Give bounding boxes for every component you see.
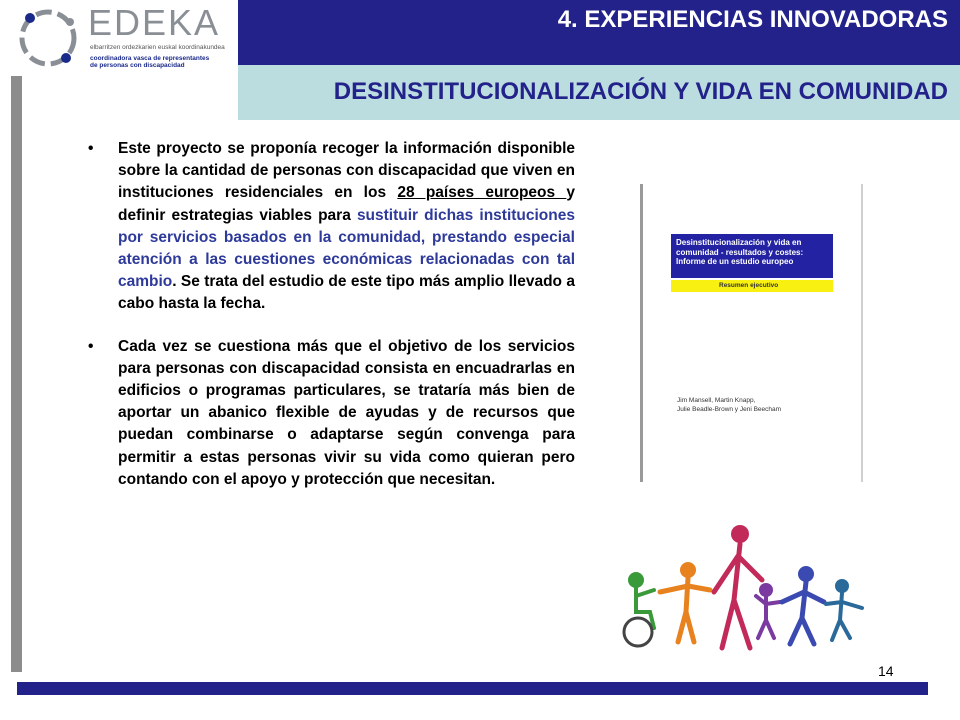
- bullet-1-highlight: sustituir dichas instituciones por servicios basados en la comunidad, prestando especial atención a las cuestiones económicas relacionadas con tal cambio: [118, 206, 575, 291]
- report-section-label: Resumen ejecutivo: [671, 280, 833, 292]
- wheelchair-person-icon: [624, 572, 654, 646]
- pink-adult-icon: [714, 525, 762, 648]
- bullet-text-1: [118, 138, 575, 316]
- slide-subtitle: DESINSTITUCIONALIZACIÓN Y VIDA EN COMUNIDAD: [333, 78, 948, 105]
- bullet-text-2: Cada vez se cuestiona más que el objetivo de los servicios para personas con discapacidad consista en encuadrarlas en edificios o programas particulares, se trataría más bien de aportar un abanico flexible de ayudas y de recursos que puedan combinarse o adaptarse según convenga para permitir a estas personas vivir su vida como quieran pero contando con el apoyo y protección que necesitan.: [118, 337, 575, 488]
- page-number: 14: [878, 663, 894, 679]
- orange-child-icon: [660, 562, 710, 642]
- family-illustration: [610, 520, 880, 670]
- left-decorative-bar: [11, 76, 22, 672]
- report-cover-image: [640, 184, 863, 482]
- purple-child-icon: [756, 583, 780, 638]
- report-authors-line2: Julie Beadle-Brown y Jeni Beecham: [677, 406, 782, 413]
- report-authors-line1: Jim Mansell, Martin Knapp,: [677, 397, 756, 404]
- bullet-1-part2: y definir estrategias viables para: [118, 184, 575, 224]
- footer-bar: [17, 682, 928, 695]
- bullet-item-2: [88, 336, 575, 491]
- report-title: Desinstitucionalización y vida en comunidad - resultados y costes: Informe de un estudio europeo: [671, 234, 833, 278]
- teal-child-icon: [826, 579, 862, 640]
- bullet-1-part3: . Se trata del estudio de este tipo más amplio llevado a cabo hasta la fecha.: [118, 273, 575, 313]
- title-bar: [238, 0, 960, 65]
- logo-wordmark: EDEKA: [88, 2, 221, 43]
- logo-tagline-1: coordinadora vasca de representantes: [90, 55, 210, 62]
- bullet-mark: •: [88, 140, 94, 157]
- bullet-mark: •: [88, 337, 94, 355]
- bullet-1-part1: Este proyecto se proponía recoger la información disponible sobre la cantidad de personas con discapacidad que viven en instituciones residenciales en los: [118, 140, 575, 202]
- bullet-1-underlined: 28 países europeos: [397, 184, 567, 202]
- logo-tagline-basque: elbarritzen ordezkarien euskal koordinakundea: [90, 44, 225, 51]
- bullet-item-1: [88, 138, 575, 316]
- edeka-logo: [0, 0, 238, 74]
- blue-adult-icon: [782, 566, 824, 644]
- bullet-list: [88, 138, 575, 511]
- subtitle-bar: [238, 65, 960, 120]
- report-authors: [677, 396, 781, 414]
- logo-ring-icon: [0, 0, 90, 74]
- logo-tagline-2: de personas con discapacidad: [90, 62, 185, 69]
- slide-title: 4. EXPERIENCIAS INNOVADORAS: [557, 6, 948, 33]
